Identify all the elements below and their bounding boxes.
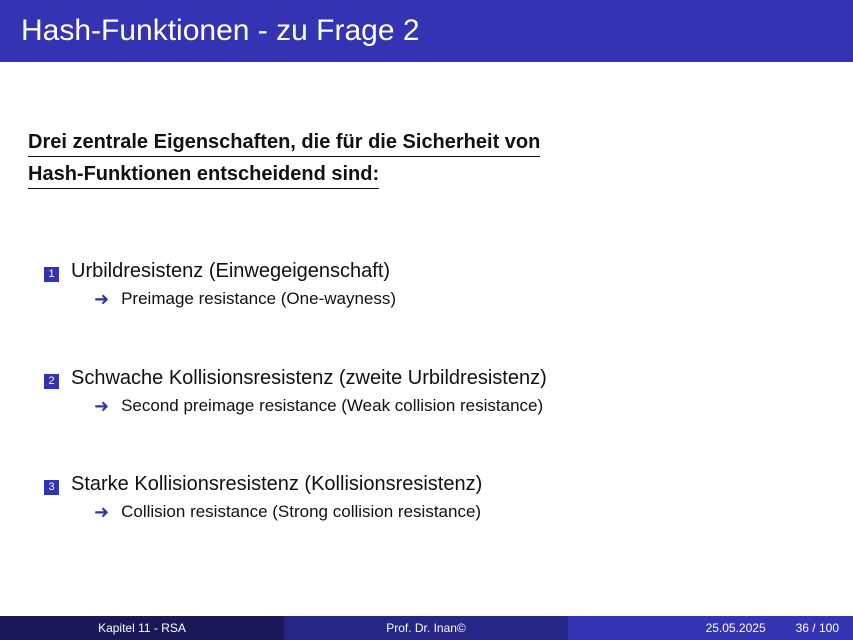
arrow-right-icon: ➜ [94,502,110,522]
title-bar [0,0,853,62]
item-sub-label: Preimage resistance (One-wayness) [121,289,397,308]
slide-footer [0,616,853,640]
list-item [44,258,396,310]
arrow-right-icon: ➜ [94,289,110,309]
item-label: Urbildresistenz (Einwegeigenschaft) [71,260,391,282]
item-number-badge: 2 [44,374,59,389]
slide-title: Hash-Funktionen - zu Frage 2 [21,14,420,47]
arrow-right-icon: ➜ [94,396,110,416]
footer-author [284,616,568,640]
footer-date: 25.05.2025 [705,621,766,635]
item-sub-label: Collision resistance (Strong collision resistance) [121,502,482,521]
list-item [44,471,482,523]
footer-author-label: Prof. Dr. Inan© [386,621,466,635]
item-number-badge: 3 [44,480,59,495]
list-item [44,365,547,417]
footer-meta [568,616,853,640]
heading-line-1: Drei zentrale Eigenschaften, die für die Sicherheit von [28,129,540,157]
item-sub-label: Second preimage resistance (Weak collision resistance) [121,396,544,415]
heading-line-2: Hash-Funktionen entscheidend sind: [28,161,379,189]
item-label: Starke Kollisionsresistenz (Kollisionsresistenz) [71,473,483,495]
footer-section [0,616,284,640]
slide-heading [28,126,540,190]
footer-page-number: 36 / 100 [795,621,839,635]
footer-section-label: Kapitel 11 - RSA [98,621,186,635]
item-number-badge: 1 [44,267,59,282]
item-label: Schwache Kollisionsresistenz (zweite Urbildresistenz) [71,367,547,389]
